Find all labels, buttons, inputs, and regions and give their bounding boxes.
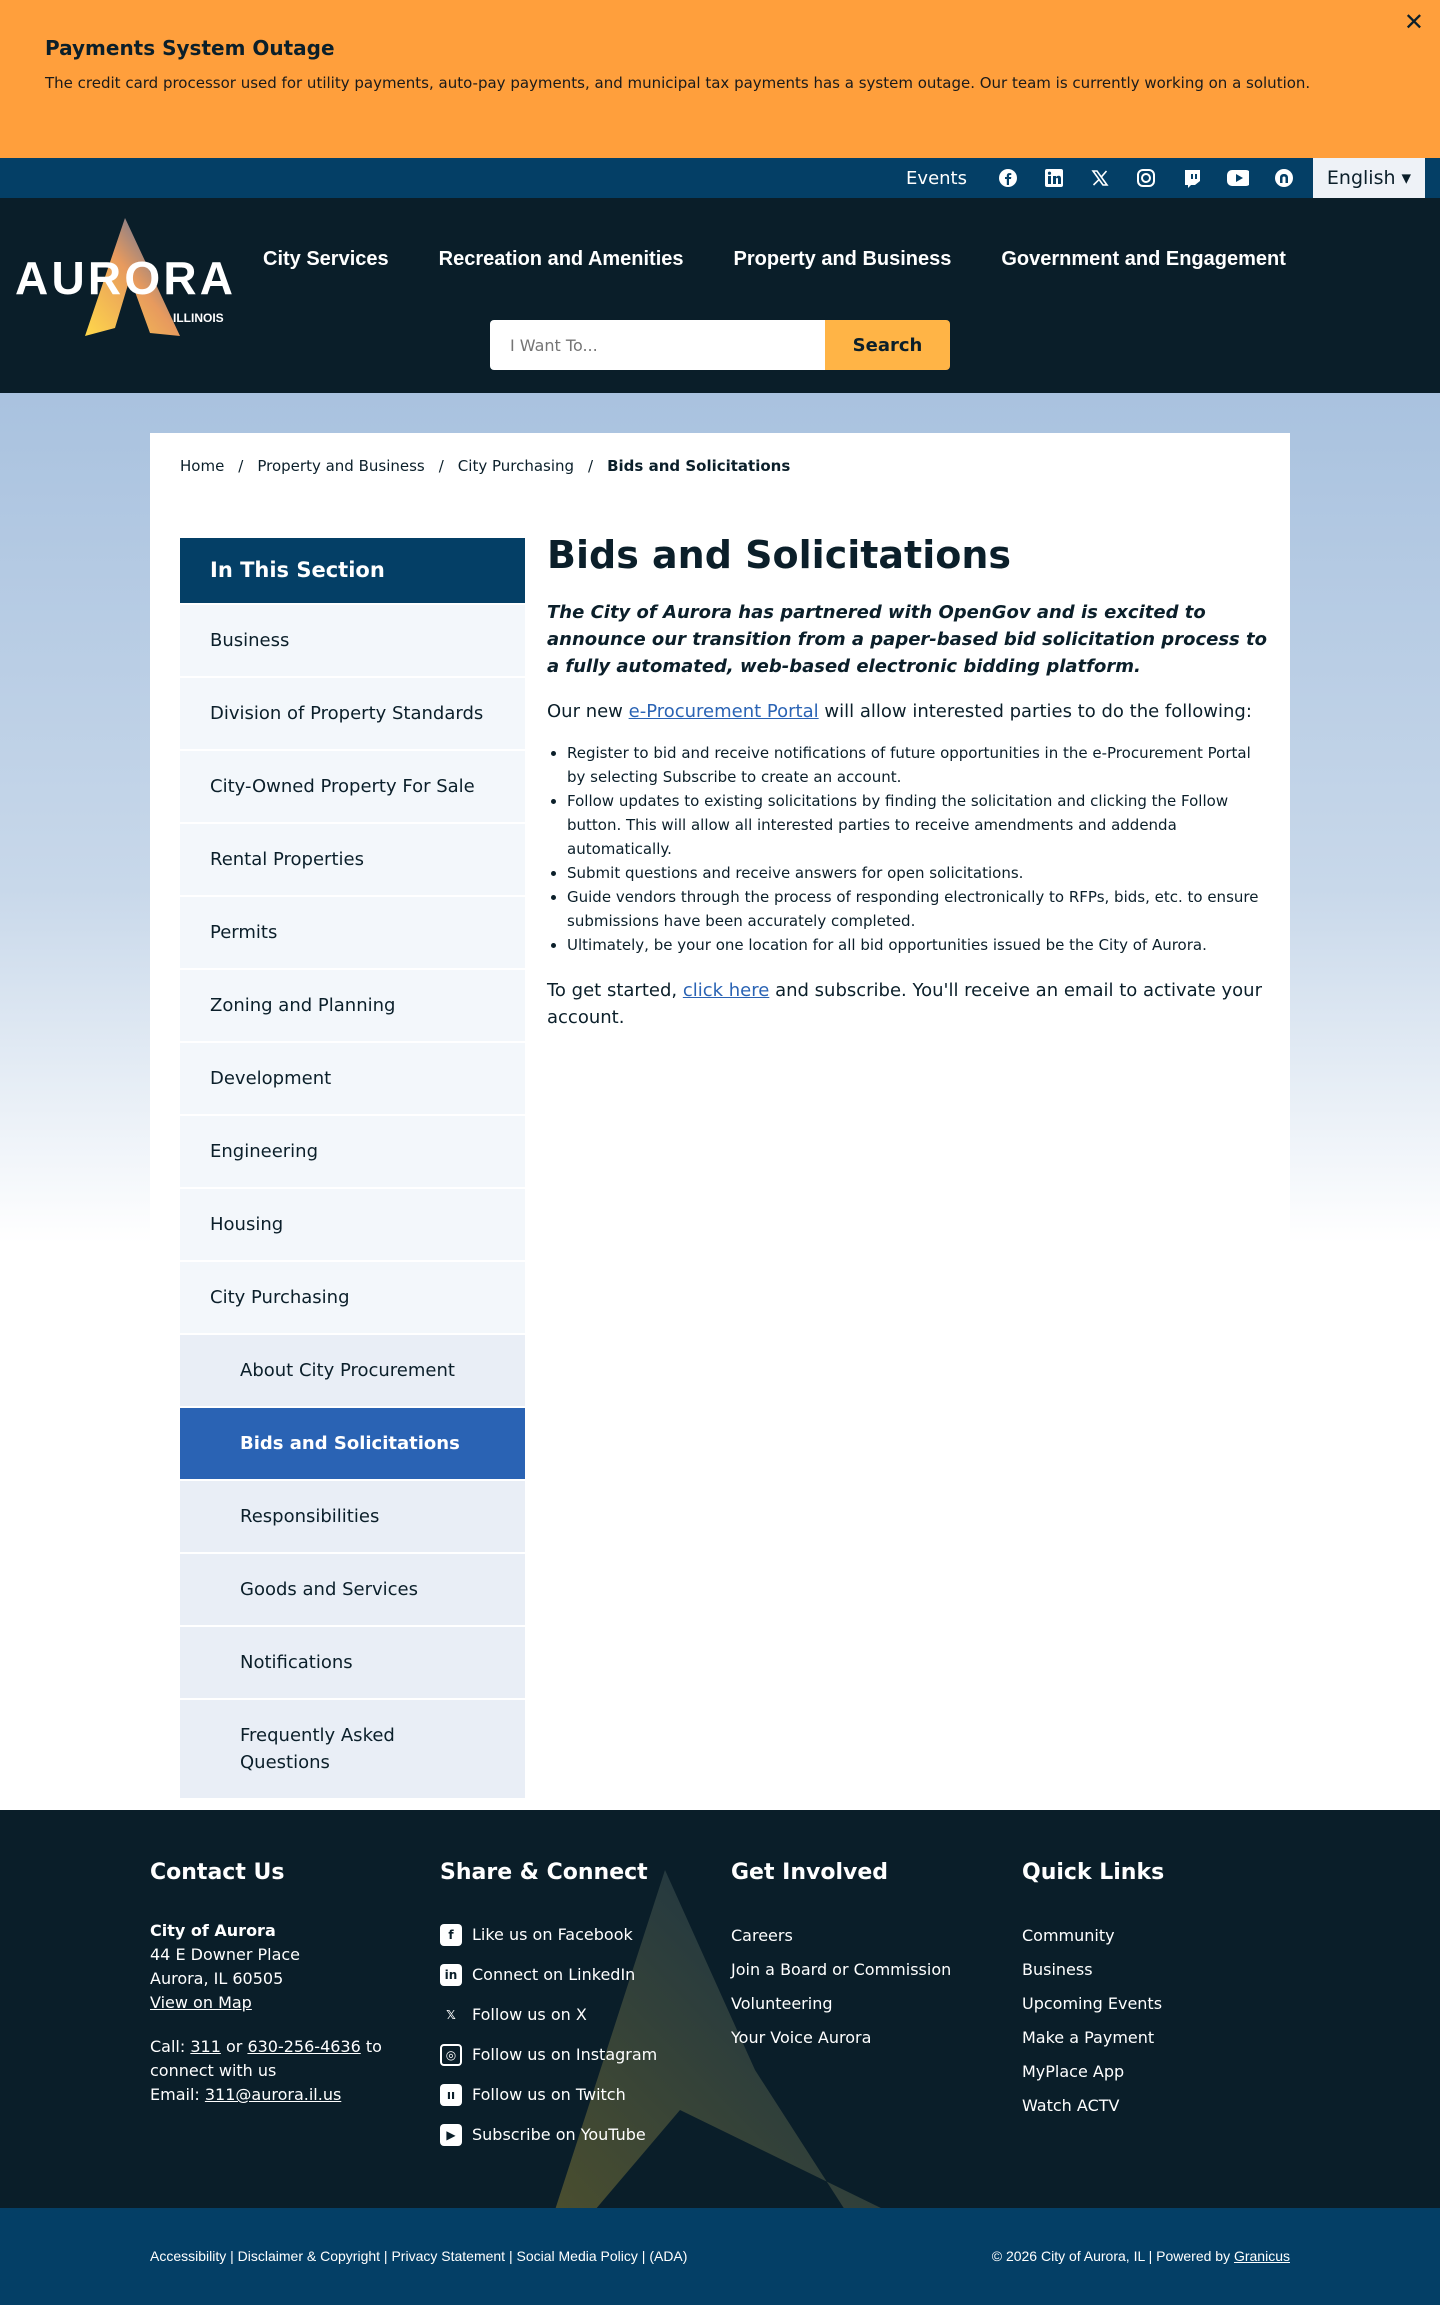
footer-link[interactable]: Business — [1022, 1960, 1093, 1979]
granicus-link[interactable]: Granicus — [1233, 2248, 1290, 2264]
privacy-link[interactable]: Privacy Statement — [391, 2248, 506, 2264]
footer-link[interactable]: Community — [1022, 1926, 1115, 1945]
search-button[interactable]: Search — [825, 320, 950, 370]
main-content — [547, 533, 1267, 1047]
footer-quick-links — [1022, 1860, 1302, 2123]
alert-banner — [0, 0, 1440, 158]
svg-text:ILLINOIS: ILLINOIS — [173, 311, 224, 325]
aurora-logo[interactable] — [15, 218, 235, 338]
footer-link[interactable] — [440, 2115, 720, 2155]
section-sidebar — [180, 538, 525, 1798]
close-icon[interactable]: ✕ — [1403, 8, 1424, 36]
footer-link[interactable]: MyPlace App — [1022, 2062, 1125, 2081]
events-link[interactable]: Events — [906, 167, 967, 189]
sidebar-item[interactable]: City Purchasing — [180, 1262, 525, 1333]
footer-link[interactable] — [440, 1915, 720, 1955]
alert-body: The credit card processor used for utility payments, auto-pay payments, and municipal tax payments has a system outage. Our team is currently working on a solution. — [45, 74, 1311, 92]
x-icon: 𝕏 — [446, 2008, 456, 2022]
breadcrumb-separator: / — [238, 457, 244, 475]
disclaimer-link[interactable]: Disclaimer & Copyright — [237, 2248, 381, 2264]
footer-heading: Get Involved — [731, 1860, 889, 1885]
view-map-link[interactable]: View on Map — [150, 1993, 252, 2012]
email-link[interactable]: 311@aurora.il.us — [204, 2085, 342, 2104]
twitch-icon[interactable] — [1181, 167, 1203, 189]
copyright-text: © 2026 City of Aurora, IL | Powered by — [991, 2248, 1234, 2264]
nav-government[interactable]: Government and Engagement — [1001, 248, 1286, 270]
youtube-icon[interactable] — [1227, 167, 1249, 189]
link-label: Follow us on Instagram — [472, 2045, 658, 2064]
footer-link[interactable] — [440, 2035, 720, 2075]
svg-text:AURORA: AURORA — [15, 252, 233, 304]
sidebar-subitem-active[interactable]: Bids and Solicitations — [180, 1408, 525, 1479]
legal-links: Accessibility | Disclaimer & Copyright | Privacy Statement | Social Media Policy | (ADA) — [150, 2248, 688, 2264]
sidebar-item[interactable]: Engineering — [180, 1116, 525, 1187]
social-policy-link[interactable]: Social Media Policy — [516, 2248, 638, 2264]
footer-heading: Contact Us — [150, 1860, 285, 1885]
link-label: Follow us on Twitch — [472, 2085, 626, 2104]
footer-share — [440, 1860, 720, 2155]
text: and subscribe. You'll receive an email to activate your account. — [547, 980, 1262, 1028]
facebook-icon: f — [440, 1924, 462, 1946]
instagram-icon[interactable] — [1135, 167, 1157, 189]
sidebar-subitem[interactable]: Frequently Asked Questions — [180, 1700, 525, 1798]
breadcrumb-separator: / — [588, 457, 594, 475]
nav-city-services[interactable]: City Services — [263, 248, 389, 270]
link-label: Connect on LinkedIn — [472, 1965, 636, 1984]
x-icon[interactable] — [1089, 167, 1111, 189]
footer-link[interactable]: Watch ACTV — [1022, 2096, 1120, 2115]
linkedin-icon[interactable] — [1043, 167, 1065, 189]
sidebar-subitem[interactable]: Notifications — [180, 1627, 525, 1698]
accessibility-link[interactable]: Accessibility — [150, 2248, 227, 2264]
click-here-link[interactable]: click here — [682, 980, 770, 1001]
breadcrumb-home[interactable]: Home — [180, 457, 225, 475]
text: or — [220, 2037, 248, 2056]
sidebar-title: In This Section — [180, 538, 525, 603]
footer-link[interactable]: Volunteering — [731, 1994, 833, 2013]
footer — [0, 1810, 1440, 2208]
footer-link[interactable] — [440, 1995, 720, 2035]
text: Call: — [150, 2037, 191, 2056]
nextdoor-icon[interactable] — [1273, 167, 1295, 189]
main-nav — [263, 248, 1286, 271]
link-label: Subscribe on YouTube — [472, 2125, 646, 2144]
call-311-link[interactable]: 311 — [190, 2037, 221, 2056]
search-input[interactable] — [490, 320, 825, 370]
breadcrumb-current: Bids and Solicitations — [607, 457, 791, 475]
footer-involved — [731, 1860, 1011, 2055]
instagram-icon: ◎ — [440, 2044, 462, 2066]
footer-link[interactable]: Upcoming Events — [1022, 1994, 1163, 2013]
language-select[interactable]: English ▾ — [1313, 158, 1425, 198]
text: To get started, — [547, 980, 683, 1001]
footer-link[interactable] — [440, 1955, 720, 1995]
content-card — [150, 433, 1290, 1810]
eprocurement-link[interactable]: e-Procurement Portal — [628, 701, 819, 722]
lead-paragraph: The City of Aurora has partnered with OpenGov and is excited to announce our transition from a paper-based bid solicitation process to a fully automated, web-based electronic bidding platform. — [547, 602, 1267, 677]
text: Email: — [150, 2085, 205, 2104]
footer-link[interactable] — [440, 2075, 720, 2115]
text: will allow interested parties to do the following: — [818, 701, 1252, 722]
sidebar-item[interactable]: Zoning and Planning — [180, 970, 525, 1041]
address-line: 44 E Downer Place — [150, 1945, 301, 1964]
list-item: • Guide vendors through the process of responding electronically to RFPs, bids, etc. to ensure submissions have been accurately completed. — [567, 885, 1267, 933]
intro-paragraph — [547, 698, 1267, 725]
phone-link[interactable]: 630-256-4636 — [247, 2037, 361, 2056]
utility-bar — [0, 158, 1440, 198]
address-line: Aurora, IL 60505 — [150, 1969, 284, 1988]
page-title: Bids and Solicitations — [547, 533, 1012, 577]
get-started-paragraph — [547, 977, 1267, 1031]
youtube-icon: ▶ — [440, 2124, 462, 2146]
feature-list — [547, 741, 1267, 957]
footer-link[interactable]: Make a Payment — [1022, 2028, 1155, 2047]
sidebar-item[interactable]: Rental Properties — [180, 824, 525, 895]
breadcrumb-property[interactable]: Property and Business — [257, 457, 425, 475]
facebook-icon[interactable] — [997, 167, 1019, 189]
breadcrumb-purchasing[interactable]: City Purchasing — [457, 457, 575, 475]
text: Our new — [547, 701, 629, 722]
footer-heading: Quick Links — [1022, 1860, 1165, 1885]
list-item: • Register to bid and receive notifications of future opportunities in the e-Procurement Portal by selecting Subscribe to create an account. — [567, 741, 1267, 789]
search-bar — [490, 320, 950, 370]
sidebar-item[interactable]: City-Owned Property For Sale — [180, 751, 525, 822]
sidebar-item[interactable]: Development — [180, 1043, 525, 1114]
sidebar-subitem[interactable]: Goods and Services — [180, 1554, 525, 1625]
breadcrumb — [180, 457, 790, 475]
sidebar-item[interactable]: Housing — [180, 1189, 525, 1260]
copyright — [992, 2248, 1290, 2264]
sidebar-subitem[interactable]: About City Procurement — [180, 1335, 525, 1406]
footer-contact — [150, 1860, 430, 2107]
breadcrumb-separator: / — [438, 457, 444, 475]
list-item: • Ultimately, be your one location for all bid opportunities issued be the City of Aurora. — [567, 933, 1267, 957]
list-item: • Submit questions and receive answers for open solicitations. — [567, 861, 1267, 885]
sidebar-item[interactable]: Business — [180, 605, 525, 676]
footer-link[interactable]: Careers — [731, 1926, 793, 1945]
sidebar-subitem[interactable]: Responsibilities — [180, 1481, 525, 1552]
link-label: Follow us on X — [472, 2005, 587, 2024]
org-name: City of Aurora — [150, 1921, 276, 1940]
footer-bottom — [0, 2208, 1440, 2305]
linkedin-icon: in — [440, 1964, 462, 1986]
sidebar-item[interactable]: Permits — [180, 897, 525, 968]
site-header — [0, 198, 1440, 393]
nav-recreation[interactable]: Recreation and Amenities — [438, 248, 684, 270]
nav-property-business[interactable]: Property and Business — [733, 248, 952, 270]
alert-title: Payments System Outage — [45, 36, 335, 60]
footer-link[interactable]: Join a Board or Commission — [731, 1960, 952, 1979]
twitch-icon: ıı — [440, 2084, 462, 2106]
sidebar-item[interactable]: Division of Property Standards — [180, 678, 525, 749]
list-item: • Follow updates to existing solicitations by finding the solicitation and clicking the Follow button. This will allow all interested parties to receive amendments and addenda automatically. — [567, 789, 1267, 861]
text: to connect with us — [150, 2037, 382, 2080]
link-label: Like us on Facebook — [472, 1925, 633, 1944]
footer-heading: Share & Connect — [440, 1860, 648, 1885]
footer-link[interactable]: Your Voice Aurora — [731, 2028, 872, 2047]
ada-link[interactable]: (ADA) — [649, 2248, 688, 2264]
